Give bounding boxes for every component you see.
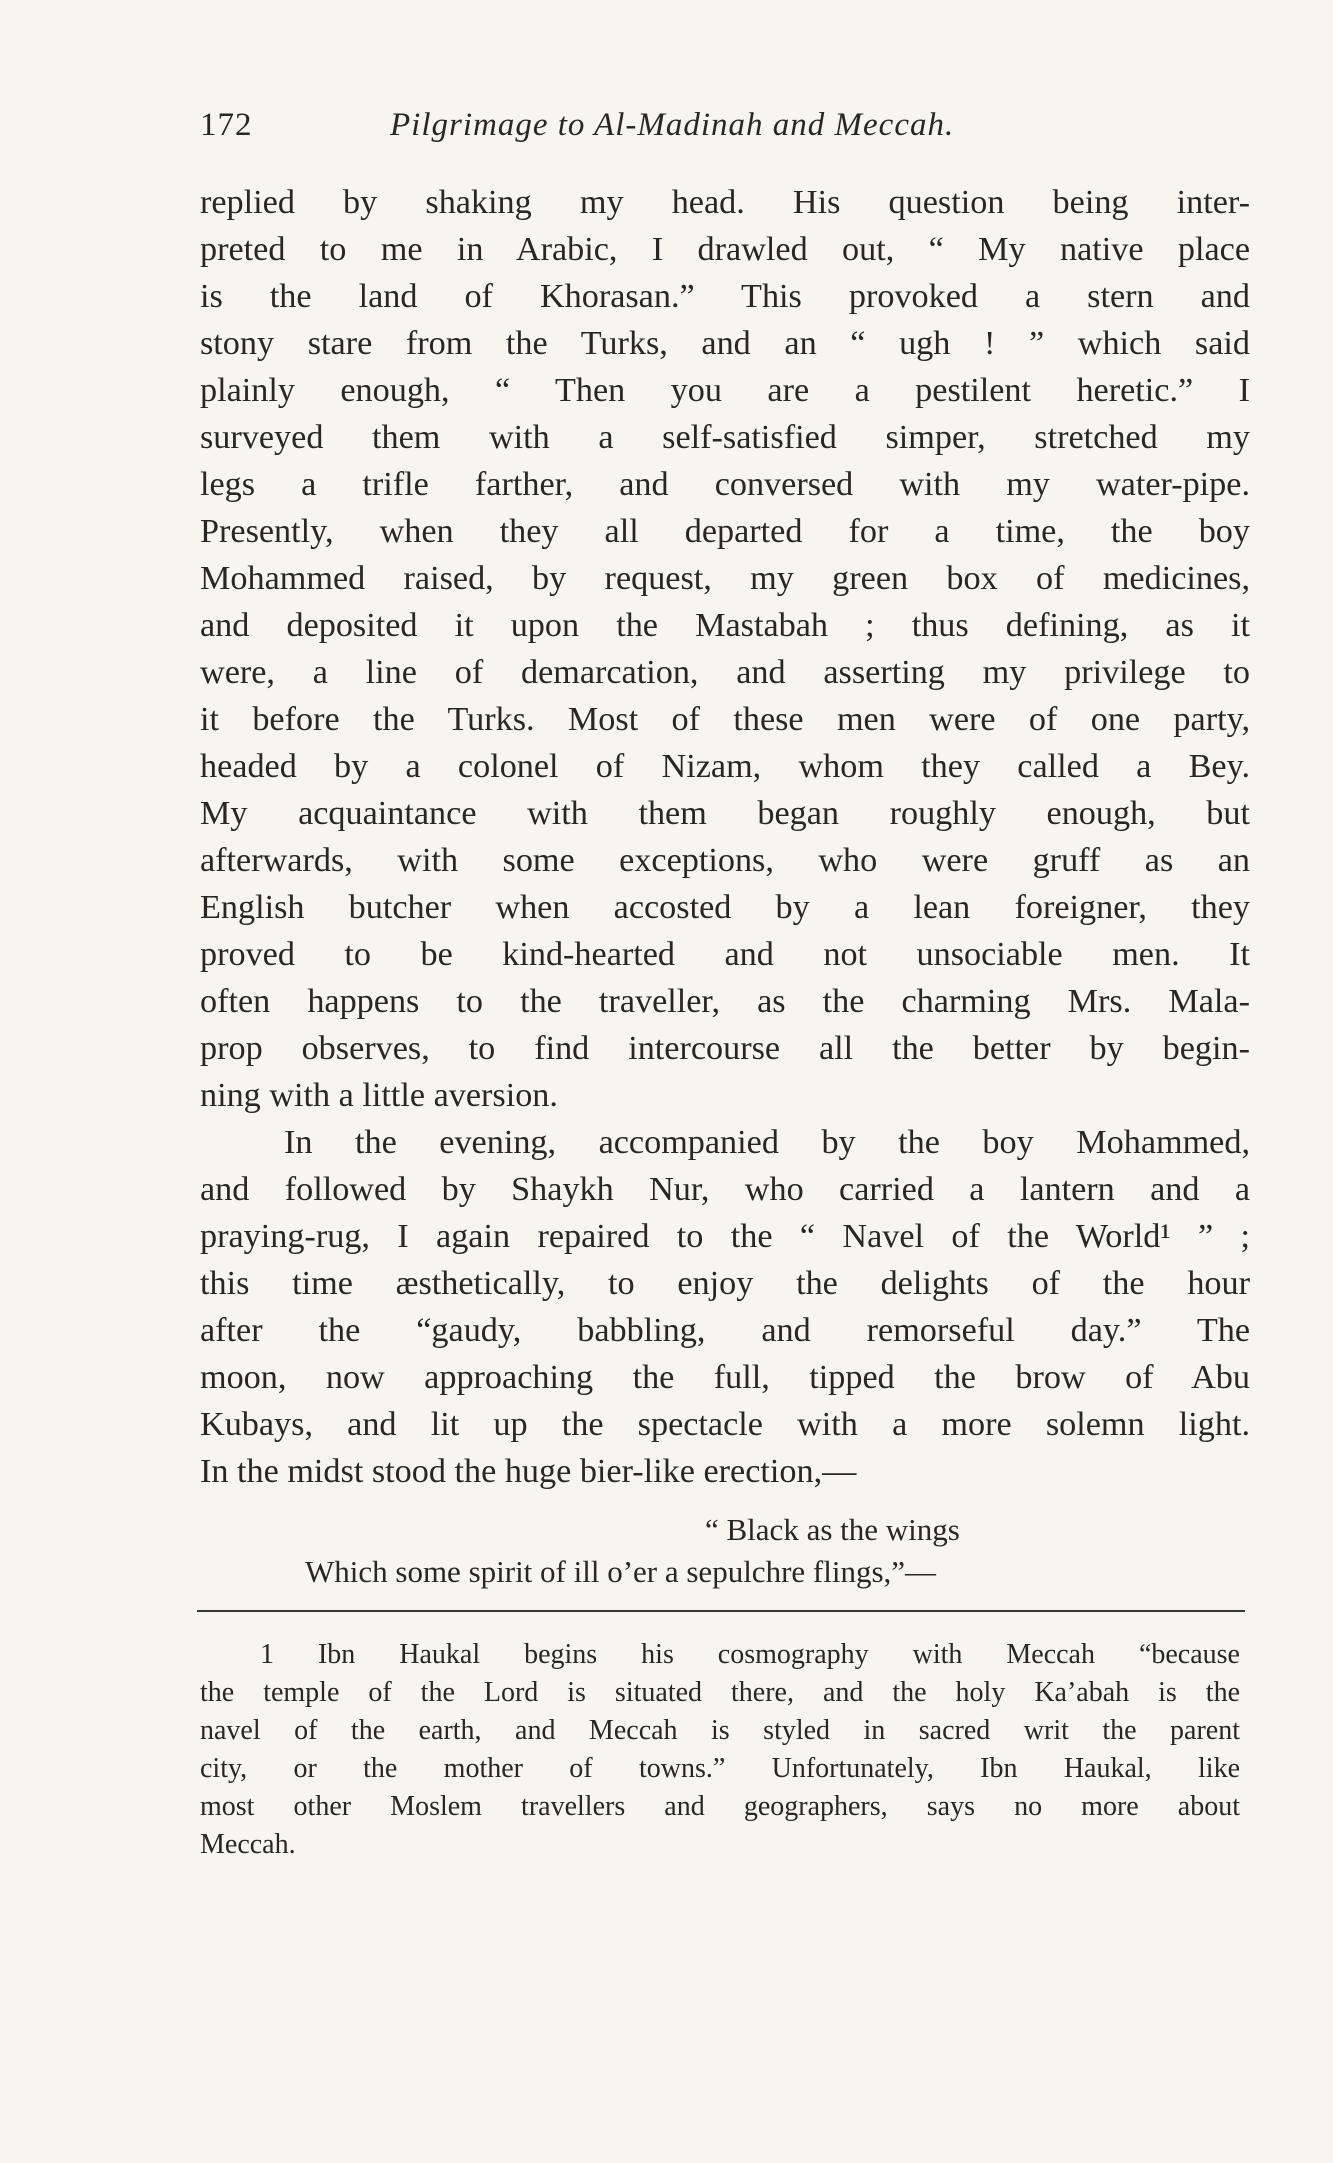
text-line: and followed by Shaykh Nur, who carried a lantern and a — [200, 1171, 1250, 1208]
footnote-line: most other Moslem travellers and geographers, says no more about — [200, 1791, 1240, 1822]
text-line: ning with a little aversion. — [200, 1077, 558, 1114]
text-line: Kubays, and lit up the spectacle with a more solemn light. — [200, 1406, 1250, 1443]
footnote-divider — [197, 1610, 1245, 1612]
footnote — [200, 1636, 1240, 1864]
footnote-line: navel of the earth, and Meccah is styled in sacred writ the parent — [200, 1715, 1240, 1746]
text-line: plainly enough, “ Then you are a pestilent heretic.” I — [200, 372, 1250, 409]
text-line: My acquaintance with them began roughly enough, but — [200, 795, 1250, 832]
body-text — [200, 179, 1250, 1495]
text-line: afterwards, with some exceptions, who were gruff as an — [200, 842, 1250, 879]
text-line: it before the Turks. Most of these men were of one party, — [200, 701, 1250, 738]
text-line: were, a line of demarcation, and asserting my privilege to — [200, 654, 1250, 691]
text-line: English butcher when accosted by a lean foreigner, they — [200, 889, 1250, 926]
footnote-line: Meccah. — [200, 1829, 296, 1860]
page-number: 172 — [200, 107, 253, 143]
text-line: legs a trifle farther, and conversed with my water-pipe. — [200, 466, 1250, 503]
text-line: preted to me in Arabic, I drawled out, “ My native place — [200, 231, 1250, 268]
text-line: and deposited it upon the Mastabah ; thus defining, as it — [200, 607, 1250, 644]
text-line: praying-rug, I again repaired to the “ Navel of the World¹ ” ; — [200, 1218, 1250, 1255]
text-line: prop observes, to find intercourse all the better by begin- — [200, 1030, 1250, 1067]
page-header — [200, 100, 1250, 150]
paragraph-start-line: In the evening, accompanied by the boy Mohammed, — [284, 1124, 1250, 1161]
footnote-line: 1 Ibn Haukal begins his cosmography with Meccah “because — [260, 1639, 1240, 1670]
text-line: Presently, when they all departed for a time, the boy — [200, 513, 1250, 550]
verse-line: “ Black as the wings — [705, 1512, 960, 1547]
text-line: is the land of Khorasan.” This provoked a stern and — [200, 278, 1250, 315]
text-line: headed by a colonel of Nizam, whom they called a Bey. — [200, 748, 1250, 785]
footnote-line: city, or the mother of towns.” Unfortunately, Ibn Haukal, like — [200, 1753, 1240, 1784]
text-line: Mohammed raised, by request, my green box of medicines, — [200, 560, 1250, 597]
footnote-line: the temple of the Lord is situated there, and the holy Ka’abah is the — [200, 1677, 1240, 1708]
text-line: surveyed them with a self-satisfied simper, stretched my — [200, 419, 1250, 456]
verse-line: Which some spirit of ill o’er a sepulchre flings,”— — [305, 1554, 937, 1589]
text-line: stony stare from the Turks, and an “ ugh ! ” which said — [200, 325, 1250, 362]
text-line: moon, now approaching the full, tipped the brow of Abu — [200, 1359, 1250, 1396]
verse-quotation — [200, 1509, 1250, 1593]
text-line: this time æsthetically, to enjoy the delights of the hour — [200, 1265, 1250, 1302]
text-line: proved to be kind-hearted and not unsociable men. It — [200, 936, 1250, 973]
text-line: after the “gaudy, babbling, and remorseful day.” The — [200, 1312, 1250, 1349]
text-line: replied by shaking my head. His question being inter- — [200, 184, 1250, 221]
text-line: In the midst stood the huge bier-like erection,— — [200, 1453, 857, 1490]
text-line: often happens to the traveller, as the charming Mrs. Mala- — [200, 983, 1250, 1020]
running-title: Pilgrimage to Al-Madinah and Meccah. — [390, 107, 955, 143]
